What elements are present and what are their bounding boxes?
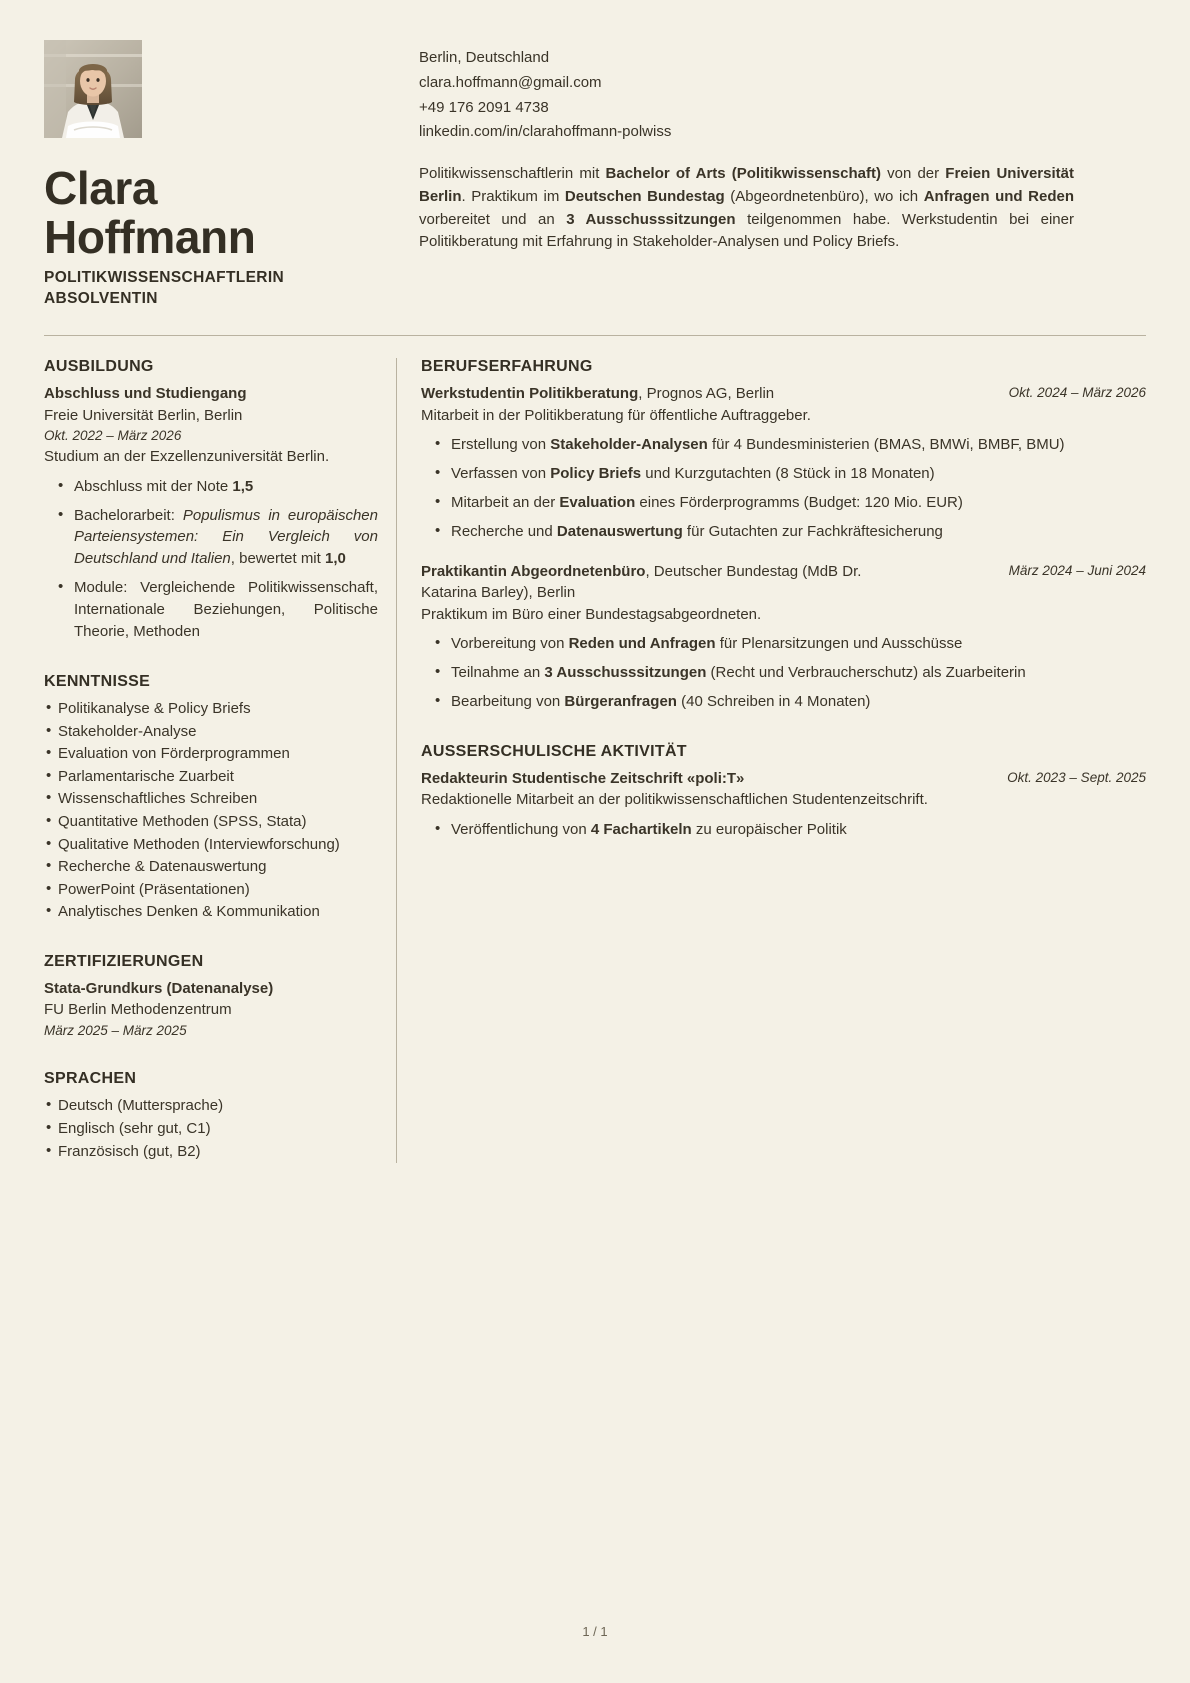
- last-name: Hoffmann: [44, 211, 256, 264]
- experience-bullet-list: [421, 633, 1146, 713]
- list-item: • Erstellung von Stakeholder-Analysen für 4 Bundesministerien (BMAS, BMWi, BMBF, BMU): [451, 434, 1146, 456]
- summary-text: (Abgeordnetenbüro), wo ich: [724, 187, 924, 205]
- contact-email[interactable]: clara.hoffmann@gmail.com: [419, 73, 602, 91]
- thesis-title: Populismus in europäischen Parteiensystemen: Ein Vergleich von Deutschland und Italien: [74, 506, 378, 568]
- extracurricular-entry-header: [421, 768, 1146, 789]
- list-item: • Stakeholder-Analyse: [58, 721, 378, 743]
- certification-issuer: FU Berlin Methodenzentrum: [44, 1001, 232, 1019]
- resume-body: [44, 358, 1146, 1163]
- professional-title: POLITIKWISSENSCHAFTLERIN ABSOLVENTIN: [44, 269, 285, 307]
- summary-bold-university: Freien Universität Berlin: [419, 165, 1074, 205]
- header-contact-block: [409, 40, 1146, 254]
- section-skills: [44, 673, 378, 923]
- extracurricular-bullet-list: [421, 819, 1146, 841]
- grade-value: 1,5: [232, 477, 254, 495]
- section-heading-education: AUSBILDUNG: [44, 358, 154, 376]
- list-item: • PowerPoint (Präsentationen): [58, 879, 378, 901]
- experience-entry: [421, 561, 1146, 713]
- certification-date: März 2025 – März 2025: [44, 1022, 187, 1038]
- avatar: [44, 40, 142, 138]
- list-item: • Parlamentarische Zuarbeit: [58, 766, 378, 788]
- education-date: Okt. 2022 – März 2026: [44, 428, 182, 444]
- experience-entry-header: [421, 561, 1146, 604]
- education-degree: Abschluss und Studiengang: [44, 385, 247, 403]
- experience-description: Praktikum im Büro einer Bundestagsabgeordneten.: [421, 605, 762, 623]
- list-item: • Deutsch (Muttersprache): [58, 1095, 378, 1117]
- education-entry: [44, 383, 378, 643]
- list-item: • Evaluation von Förderprogrammen: [58, 743, 378, 765]
- certification-title: Stata-Grundkurs (Datenanalyse): [44, 979, 274, 997]
- section-heading-extracurricular: AUSSERSCHULISCHE AKTIVITÄT: [421, 742, 687, 760]
- section-extracurricular: [421, 743, 1146, 841]
- list-item: • Quantitative Methoden (SPSS, Stata): [58, 811, 378, 833]
- experience-company: , Prognos AG, Berlin: [638, 385, 775, 403]
- education-bullet-list: [44, 476, 378, 643]
- experience-bullet-list: [421, 434, 1146, 543]
- list-item: • Mitarbeit an der Evaluation eines Förderprogramms (Budget: 120 Mio. EUR): [451, 492, 1146, 514]
- section-certifications: [44, 953, 378, 1041]
- summary-bold-degree: Bachelor of Arts (Politikwissenschaft): [605, 165, 881, 182]
- contact-linkedin[interactable]: linkedin.com/in/clarahoffmann-polwiss: [419, 123, 672, 141]
- list-item: • Analytisches Denken & Kommunikation: [58, 901, 378, 923]
- page-indicator: 1 / 1: [582, 1624, 608, 1639]
- summary-text: Politikwissenschaftlerin mit: [419, 165, 606, 182]
- section-heading-certifications: ZERTIFIZIERUNGEN: [44, 952, 204, 970]
- section-heading-skills: KENNTNISSE: [44, 672, 151, 690]
- sidebar: [44, 358, 396, 1163]
- column-divider: [396, 358, 397, 1163]
- skills-list: [44, 698, 378, 923]
- list-item: • Teilnahme an 3 Ausschusssitzungen (Recht und Verbraucherschutz) als Zuarbeiterin: [451, 662, 1146, 684]
- page-title: [44, 164, 409, 262]
- list-item: • Recherche und Datenauswertung für Gutachten zur Fachkräftesicherung: [451, 521, 1146, 543]
- list-item: • Politikanalyse & Policy Briefs: [58, 698, 378, 720]
- experience-entry: [421, 383, 1146, 543]
- education-school: Freie Universität Berlin, Berlin: [44, 406, 243, 424]
- extracurricular-date: Okt. 2023 – Sept. 2025: [1007, 769, 1146, 785]
- header-identity-block: [44, 40, 409, 309]
- list-item: • Veröffentlichung von 4 Fachartikeln zu europäischer Politik: [451, 819, 1146, 841]
- section-education: [44, 358, 378, 643]
- main-content: [419, 358, 1146, 1163]
- section-languages: [44, 1070, 378, 1162]
- list-item: • Französisch (gut, B2): [58, 1141, 378, 1163]
- experience-company: , Deutscher Bundestag (MdB Dr. Katarina Barley), Berlin: [421, 562, 862, 602]
- list-item: • Wissenschaftliches Schreiben: [58, 788, 378, 810]
- list-item: • Verfassen von Policy Briefs und Kurzgutachten (8 Stück in 18 Monaten): [451, 463, 1146, 485]
- summary-bold-anfragen: Anfragen und Reden: [923, 187, 1074, 205]
- contact-phone[interactable]: +49 176 2091 4738: [419, 98, 549, 116]
- section-heading-experience: BERUFSERFAHRUNG: [421, 358, 593, 376]
- first-name: Clara: [44, 162, 158, 214]
- extracurricular-role: Redakteurin Studentische Zeitschrift «poli:T»: [421, 769, 745, 787]
- header-divider: [44, 335, 1146, 336]
- experience-description: Mitarbeit in der Politikberatung für öffentliche Auftraggeber.: [421, 406, 811, 424]
- education-description: Studium an der Exzellenzuniversität Berlin.: [44, 447, 330, 465]
- list-item: • Englisch (sehr gut, C1): [58, 1118, 378, 1140]
- summary-bold-sitzungen: 3 Ausschusssitzungen: [566, 210, 736, 228]
- experience-role: Praktikantin Abgeordnetenbüro, Deutscher Bundestag (MdB Dr. Katarina Barley), Berlin: [421, 562, 862, 602]
- resume-header: [44, 40, 1146, 309]
- list-item: • Recherche & Datenauswertung: [58, 856, 378, 878]
- contact-location: Berlin, Deutschland: [419, 49, 550, 66]
- summary-text: teilgenommen habe. Werkstudentin bei einer Politikberatung mit Erfahrung in Stakeholder-Analysen und Policy Briefs.: [419, 210, 1074, 251]
- list-item: • Abschluss mit der Note 1,5: [74, 476, 378, 498]
- certification-entry: [44, 978, 378, 1041]
- summary-text: vorbereitet und an: [419, 210, 567, 228]
- experience-role: Werkstudentin Politikberatung, Prognos AG, Berlin: [421, 385, 775, 403]
- list-item: • Qualitative Methoden (Interviewforschung): [58, 834, 378, 856]
- list-item: • Vorbereitung von Reden und Anfragen für Plenarsitzungen und Ausschüsse: [451, 633, 1146, 655]
- summary-text: von der: [880, 165, 946, 182]
- extracurricular-entry: [421, 768, 1146, 841]
- professional-summary: [419, 163, 1074, 254]
- experience-date: Okt. 2024 – März 2026: [1008, 385, 1146, 401]
- portrait-photo-icon: [44, 40, 142, 138]
- summary-text: . Praktikum im: [461, 187, 565, 205]
- experience-date: März 2024 – Juni 2024: [1008, 562, 1146, 578]
- section-experience: [421, 358, 1146, 713]
- extracurricular-description: Redaktionelle Mitarbeit an der politikwissenschaftlichen Studentenzeitschrift.: [421, 791, 928, 809]
- list-item: • Bearbeitung von Bürgeranfragen (40 Schreiben in 4 Monaten): [451, 691, 1146, 713]
- section-heading-languages: SPRACHEN: [44, 1070, 137, 1088]
- list-item: • Module: Vergleichende Politikwissenschaft, Internationale Beziehungen, Politische Theorie, Methoden: [74, 577, 378, 643]
- list-item: • Bachelorarbeit: Populismus in europäischen Parteiensystemen: Ein Vergleich von Deutschland und Italien, bewertet mit 1,0: [74, 505, 378, 571]
- experience-entry-header: [421, 383, 1146, 404]
- languages-list: [44, 1095, 378, 1162]
- thesis-grade: 1,0: [324, 550, 346, 568]
- summary-bold-bundestag: Deutschen Bundestag: [564, 187, 725, 205]
